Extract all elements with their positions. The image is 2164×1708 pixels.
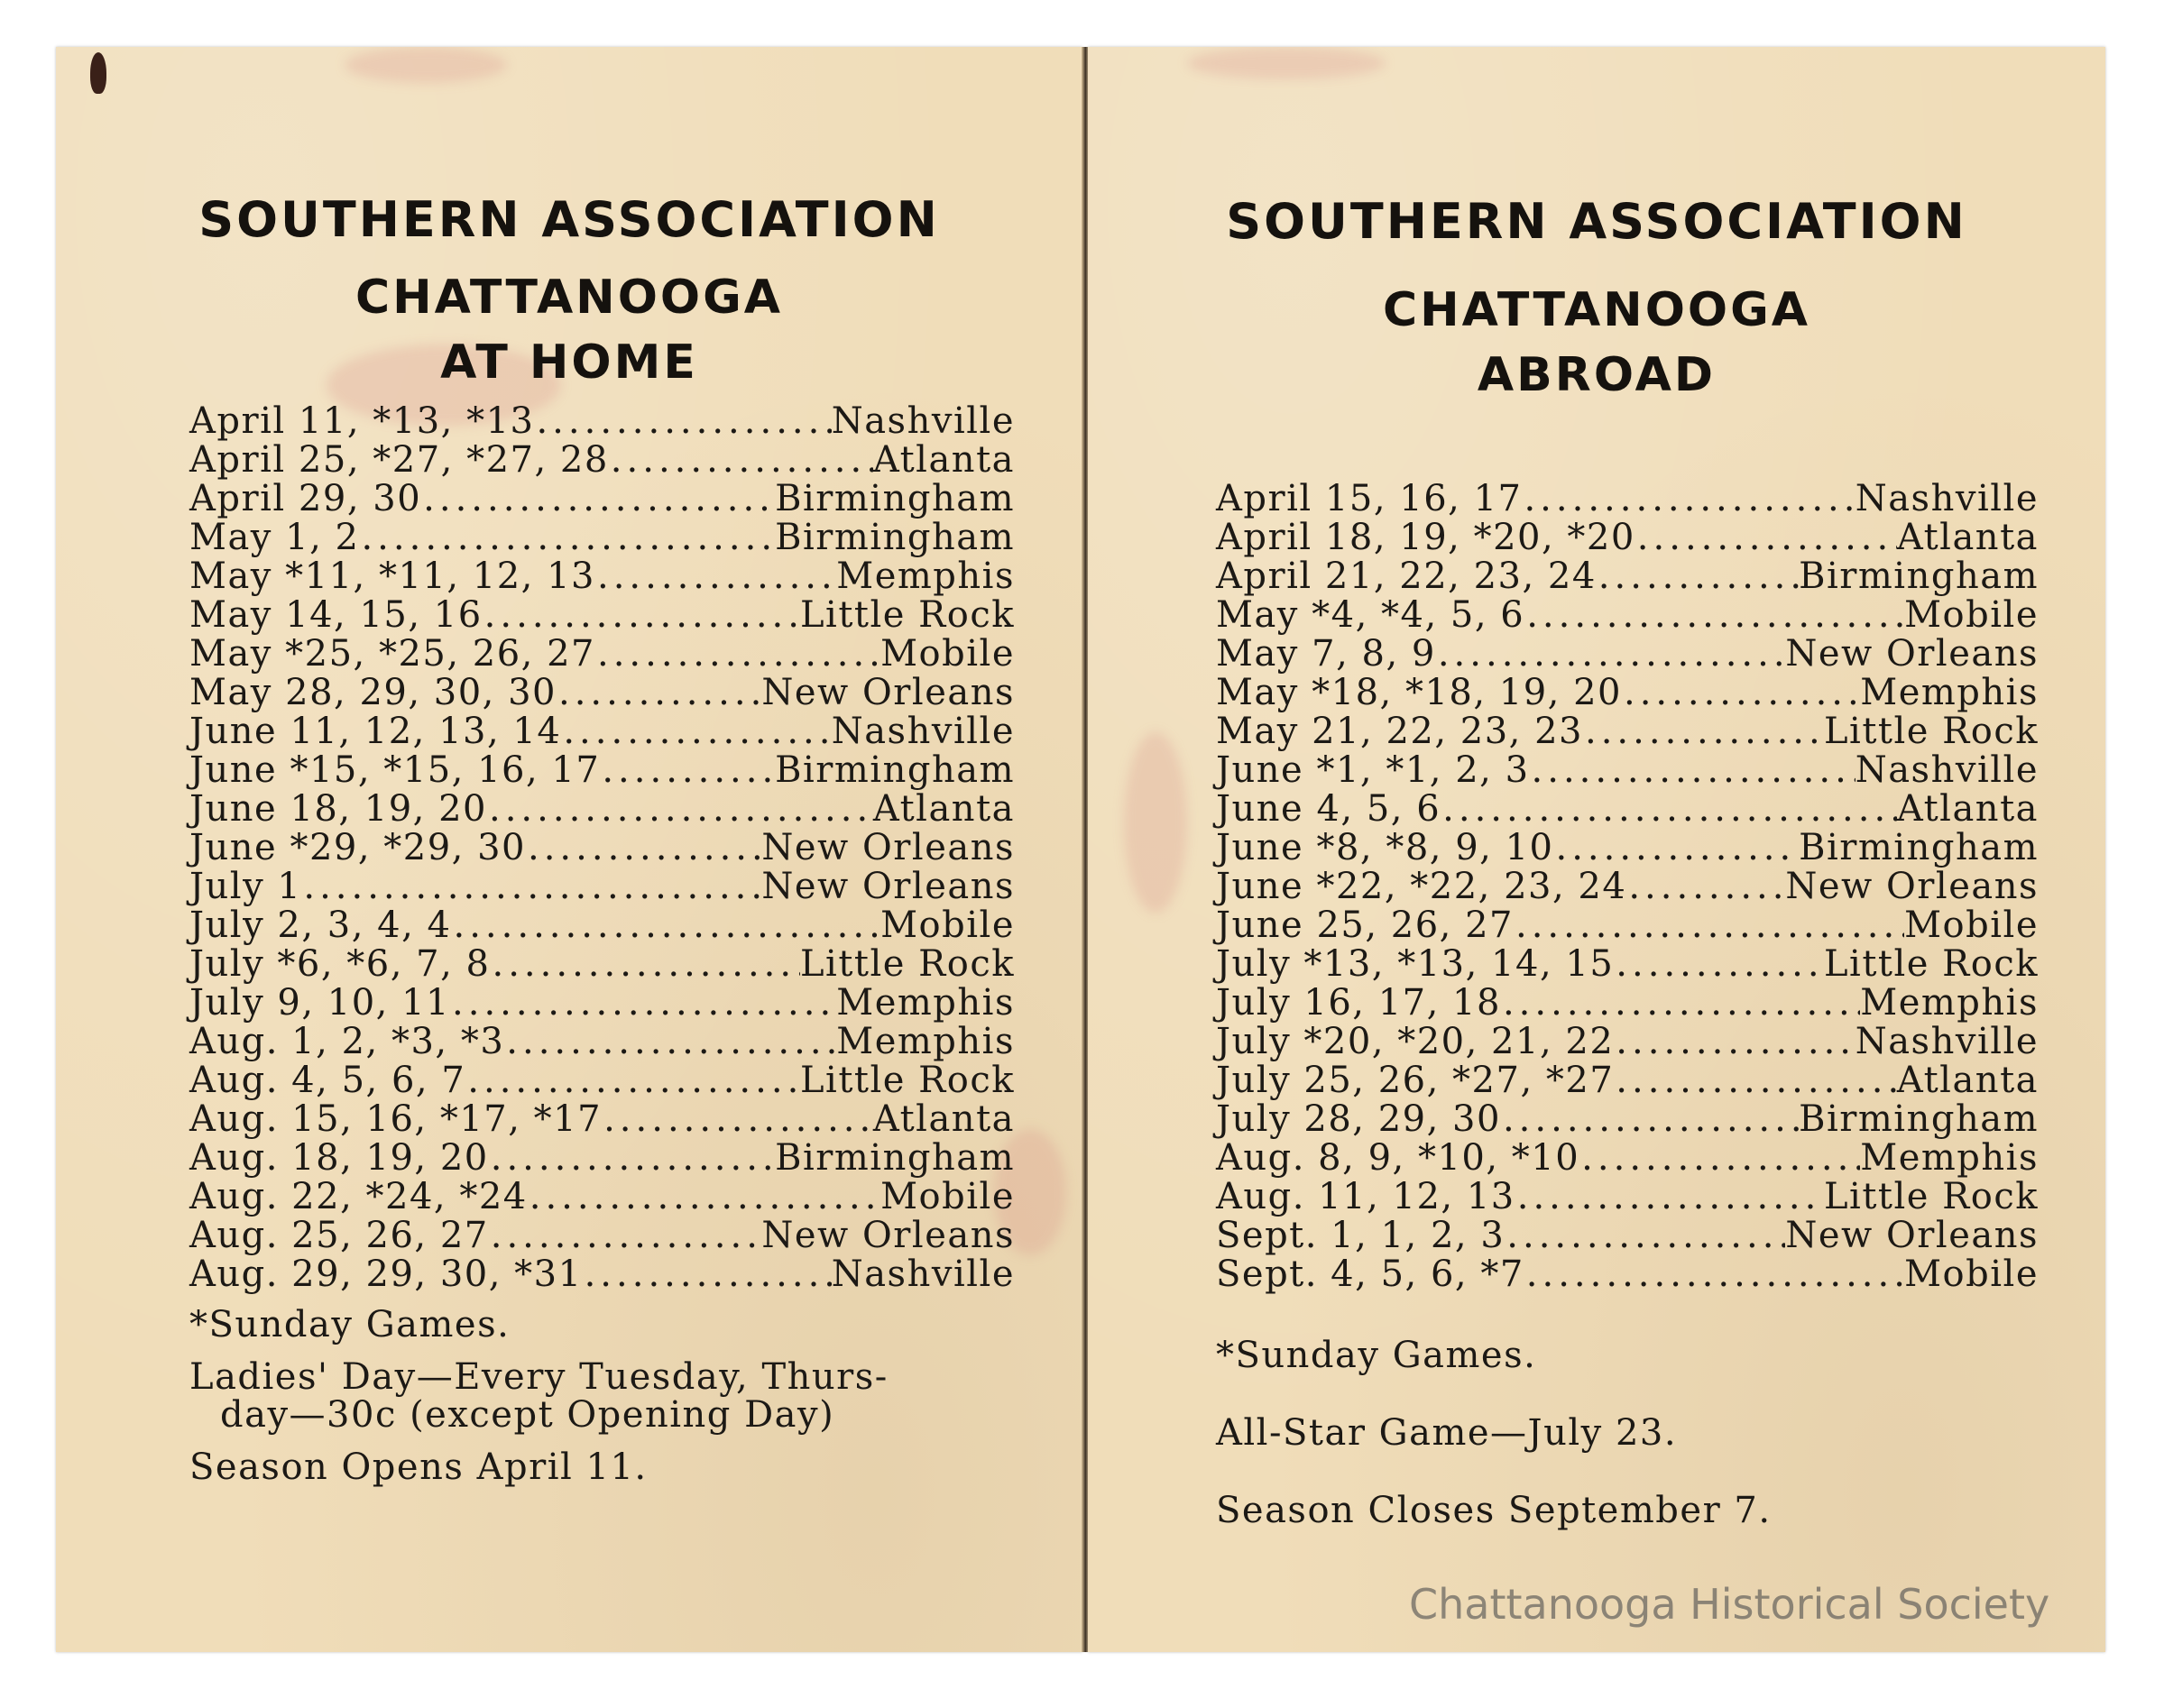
dot-leader	[534, 400, 831, 442]
game-dates: July *13, *13, 14, 15	[1216, 943, 1615, 985]
opponent-city: Mobile	[880, 905, 1015, 946]
schedule-row	[1216, 1137, 2039, 1179]
opponent-city: New Orleans	[761, 866, 1015, 907]
dot-leader	[1505, 1215, 1785, 1256]
schedule-row	[189, 866, 1015, 905]
opponent-city: Nashville	[1855, 1021, 2039, 1062]
schedule-card-home	[56, 47, 1082, 1652]
opponent-city: Nashville	[831, 1253, 1015, 1295]
dot-leader	[301, 866, 761, 907]
opponent-city: Memphis	[836, 982, 1015, 1024]
schedule-row	[189, 788, 1015, 830]
dot-leader	[1597, 556, 1799, 597]
schedule-row	[189, 400, 1015, 442]
game-dates: June 25, 26, 27	[1216, 905, 1514, 946]
card-subtitle: ABROAD	[1477, 348, 1717, 402]
opponent-city: Nashville	[831, 400, 1015, 442]
opponent-city: Memphis	[1860, 982, 2039, 1024]
schedule-row	[189, 1215, 1015, 1256]
dot-leader	[1436, 633, 1786, 675]
schedule-row	[189, 633, 1015, 675]
card-title: SOUTHERN ASSOCIATION	[1226, 193, 1967, 250]
opponent-city: Little Rock	[799, 943, 1015, 985]
opponent-city: Atlanta	[872, 439, 1015, 481]
game-dates: June *15, *15, 16, 17	[189, 749, 601, 791]
schedule-row	[189, 749, 1015, 791]
dot-leader	[1614, 943, 1824, 985]
dot-leader	[1626, 866, 1785, 907]
dot-leader	[1583, 711, 1824, 752]
schedule-row	[1216, 749, 2039, 791]
dot-leader	[491, 943, 800, 985]
opponent-city: Atlanta	[1896, 1060, 2039, 1101]
dot-leader	[1614, 1060, 1897, 1101]
opponent-city: Nashville	[1855, 749, 2039, 791]
schedule-row	[189, 672, 1015, 711]
game-dates: July 9, 10, 11	[189, 982, 451, 1024]
schedule-row	[189, 517, 1015, 556]
game-dates: June *22, *22, 23, 24	[1216, 866, 1627, 907]
game-dates: July 2, 3, 4, 4	[189, 905, 452, 946]
dot-leader	[504, 1021, 836, 1062]
sunday-games-note: *Sunday Games.	[189, 1304, 511, 1345]
opponent-city: Atlanta	[1896, 788, 2039, 830]
dot-leader	[1635, 517, 1897, 558]
dot-leader	[1501, 1098, 1799, 1140]
ladies-day-note-line1: Ladies' Day—Every Tuesday, Thurs-	[189, 1356, 889, 1398]
ladies-day-note-line2: day—30c (except Opening Day)	[220, 1394, 835, 1436]
stain	[345, 47, 507, 83]
dot-leader	[1501, 982, 1860, 1024]
game-dates: Aug. 29, 29, 30, *31	[189, 1253, 583, 1295]
opponent-city: New Orleans	[1785, 633, 2039, 675]
dot-leader	[487, 788, 873, 830]
game-dates: June 11, 12, 13, 14	[189, 711, 562, 752]
opponent-city: Little Rock	[1823, 1176, 2039, 1217]
game-dates: May *18, *18, 19, 20	[1216, 672, 1622, 713]
schedule-row	[1216, 1021, 2039, 1060]
schedule-row	[189, 1176, 1015, 1215]
game-dates: Aug. 4, 5, 6, 7	[189, 1060, 466, 1101]
team-name: CHATTANOOGA	[355, 271, 784, 325]
schedule-row	[1216, 905, 2039, 946]
opponent-city: New Orleans	[1785, 866, 2039, 907]
game-dates: May 7, 8, 9	[1216, 633, 1436, 675]
schedule-row	[189, 943, 1015, 985]
opponent-city: Mobile	[1904, 1253, 2039, 1295]
opponent-city: Nashville	[1855, 478, 2039, 519]
dot-leader	[609, 439, 873, 481]
card-subtitle: AT HOME	[440, 335, 698, 390]
home-schedule-list	[189, 400, 1015, 1295]
schedule-row	[189, 1253, 1015, 1295]
game-dates: Aug. 1, 2, *3, *3	[189, 1021, 505, 1062]
game-dates: Aug. 8, 9, *10, *10	[1216, 1137, 1580, 1179]
game-dates: April 15, 16, 17	[1216, 478, 1523, 519]
dot-leader	[1524, 594, 1904, 636]
dot-leader	[528, 1176, 880, 1217]
season-opens-note: Season Opens April 11.	[189, 1446, 648, 1488]
opponent-city: New Orleans	[1785, 1215, 2039, 1256]
schedule-row	[1216, 943, 2039, 985]
dot-leader	[489, 1137, 775, 1179]
opponent-city: Mobile	[880, 1176, 1015, 1217]
schedule-row	[189, 1098, 1015, 1140]
dot-leader	[1622, 672, 1860, 713]
game-dates: May 28, 29, 30, 30	[189, 672, 557, 713]
season-closes-note: Season Closes September 7.	[1216, 1490, 1772, 1531]
dot-leader	[583, 1253, 832, 1295]
schedule-row	[189, 982, 1015, 1024]
opponent-city: Birmingham	[1799, 556, 2039, 597]
opponent-city: Memphis	[836, 556, 1015, 597]
schedule-row	[189, 711, 1015, 752]
game-dates: May 21, 22, 23, 23	[1216, 711, 1583, 752]
dot-leader	[1441, 788, 1897, 830]
dot-leader	[1514, 905, 1904, 946]
schedule-row	[1216, 594, 2039, 636]
game-dates: July 16, 17, 18	[1216, 982, 1501, 1024]
schedule-row	[1216, 866, 2039, 905]
game-dates: July *6, *6, 7, 8	[189, 943, 491, 985]
dot-leader	[489, 1215, 762, 1256]
schedule-row	[1216, 556, 2039, 597]
game-dates: July *20, *20, 21, 22	[1216, 1021, 1615, 1062]
opponent-city: Memphis	[836, 1021, 1015, 1062]
dot-leader	[1530, 749, 1856, 791]
game-dates: Aug. 18, 19, 20	[189, 1137, 489, 1179]
schedule-row	[189, 594, 1015, 636]
schedule-row	[1216, 788, 2039, 830]
game-dates: July 1	[189, 866, 302, 907]
opponent-city: Mobile	[1904, 594, 2039, 636]
schedule-row	[1216, 672, 2039, 711]
dot-leader	[483, 594, 800, 636]
dot-leader	[1522, 478, 1855, 519]
opponent-city: Birmingham	[1799, 827, 2039, 868]
schedule-row	[189, 556, 1015, 597]
game-dates: June *8, *8, 9, 10	[1216, 827, 1554, 868]
game-dates: Aug. 15, 16, *17, *17	[189, 1098, 603, 1140]
dot-leader	[465, 1060, 800, 1101]
opponent-city: Atlanta	[872, 788, 1015, 830]
opponent-city: New Orleans	[761, 672, 1015, 713]
game-dates: July 28, 29, 30	[1216, 1098, 1501, 1140]
game-dates: July 25, 26, *27, *27	[1216, 1060, 1615, 1101]
schedule-row	[189, 827, 1015, 866]
game-dates: May *25, *25, 26, 27	[189, 633, 595, 675]
opponent-city: Birmingham	[775, 1137, 1015, 1179]
schedule-row	[1216, 633, 2039, 675]
opponent-city: Atlanta	[1896, 517, 2039, 558]
game-dates: June *29, *29, 30	[189, 827, 526, 868]
schedule-row	[1216, 1253, 2039, 1295]
opponent-city: New Orleans	[761, 827, 1015, 868]
dot-leader	[561, 711, 831, 752]
schedule-row	[1216, 1215, 2039, 1256]
game-dates: June *1, *1, 2, 3	[1216, 749, 1530, 791]
abroad-schedule-list	[1216, 478, 2039, 1295]
dot-leader	[450, 982, 836, 1024]
schedule-row	[189, 439, 1015, 481]
schedule-card-abroad	[1088, 47, 2105, 1652]
game-dates: April 11, *13, *13	[189, 400, 535, 442]
dot-leader	[421, 478, 775, 519]
game-dates: May 1, 2	[189, 517, 360, 558]
dot-leader	[359, 517, 775, 558]
schedule-row	[189, 905, 1015, 946]
opponent-city: Birmingham	[775, 478, 1015, 519]
stain	[1187, 47, 1386, 79]
game-dates: Aug. 11, 12, 13	[1216, 1176, 1515, 1217]
opponent-city: Nashville	[831, 711, 1015, 752]
dot-leader	[595, 556, 836, 597]
schedule-row	[189, 1021, 1015, 1060]
game-dates: April 21, 22, 23, 24	[1216, 556, 1597, 597]
opponent-city: New Orleans	[761, 1215, 1015, 1256]
card-title: SOUTHERN ASSOCIATION	[198, 191, 940, 248]
opponent-city: Little Rock	[799, 1060, 1015, 1101]
dot-leader	[602, 1098, 873, 1140]
schedule-row	[189, 1060, 1015, 1101]
game-dates: June 4, 5, 6	[1216, 788, 1441, 830]
sunday-games-note: *Sunday Games.	[1216, 1335, 1537, 1376]
schedule-row	[189, 1137, 1015, 1179]
schedule-row	[1216, 982, 2039, 1024]
ink-blot	[90, 52, 106, 94]
opponent-city: Little Rock	[799, 594, 1015, 636]
game-dates: May 14, 15, 16	[189, 594, 483, 636]
game-dates: Aug. 25, 26, 27	[189, 1215, 489, 1256]
dot-leader	[1515, 1176, 1824, 1217]
team-name: CHATTANOOGA	[1382, 283, 1811, 337]
dot-leader	[1614, 1021, 1855, 1062]
schedule-row	[189, 478, 1015, 517]
opponent-city: Memphis	[1860, 672, 2039, 713]
game-dates: May *4, *4, 5, 6	[1216, 594, 1525, 636]
opponent-city: Memphis	[1860, 1137, 2039, 1179]
opponent-city: Birmingham	[775, 517, 1015, 558]
opponent-city: Atlanta	[872, 1098, 1015, 1140]
game-dates: May *11, *11, 12, 13	[189, 556, 595, 597]
dot-leader	[557, 672, 761, 713]
game-dates: Sept. 1, 1, 2, 3	[1216, 1215, 1506, 1256]
watermark-text: Chattanooga Historical Society	[1409, 1580, 2050, 1629]
dot-leader	[1524, 1253, 1904, 1295]
game-dates: April 25, *27, *27, 28	[189, 439, 609, 481]
all-star-game-note: All-Star Game—July 23.	[1216, 1412, 1678, 1454]
schedule-row	[1216, 1176, 2039, 1215]
opponent-city: Mobile	[880, 633, 1015, 675]
schedule-row	[1216, 711, 2039, 752]
opponent-city: Little Rock	[1823, 943, 2039, 985]
dot-leader	[595, 633, 880, 675]
schedule-row	[1216, 478, 2039, 517]
opponent-city: Mobile	[1904, 905, 2039, 946]
schedule-row	[1216, 827, 2039, 866]
game-dates: Sept. 4, 5, 6, *7	[1216, 1253, 1524, 1295]
opponent-city: Birmingham	[1799, 1098, 2039, 1140]
game-dates: April 29, 30	[189, 478, 422, 519]
opponent-city: Little Rock	[1823, 711, 2039, 752]
game-dates: Aug. 22, *24, *24	[189, 1176, 528, 1217]
schedule-row	[1216, 1060, 2039, 1101]
dot-leader	[1579, 1137, 1860, 1179]
game-dates: June 18, 19, 20	[189, 788, 487, 830]
schedule-row	[1216, 1098, 2039, 1140]
opponent-city: Birmingham	[775, 749, 1015, 791]
stain	[1124, 732, 1187, 913]
dot-leader	[452, 905, 881, 946]
game-dates: April 18, 19, *20, *20	[1216, 517, 1635, 558]
dot-leader	[526, 827, 761, 868]
schedule-row	[1216, 517, 2039, 556]
dot-leader	[1553, 827, 1799, 868]
dot-leader	[600, 749, 775, 791]
